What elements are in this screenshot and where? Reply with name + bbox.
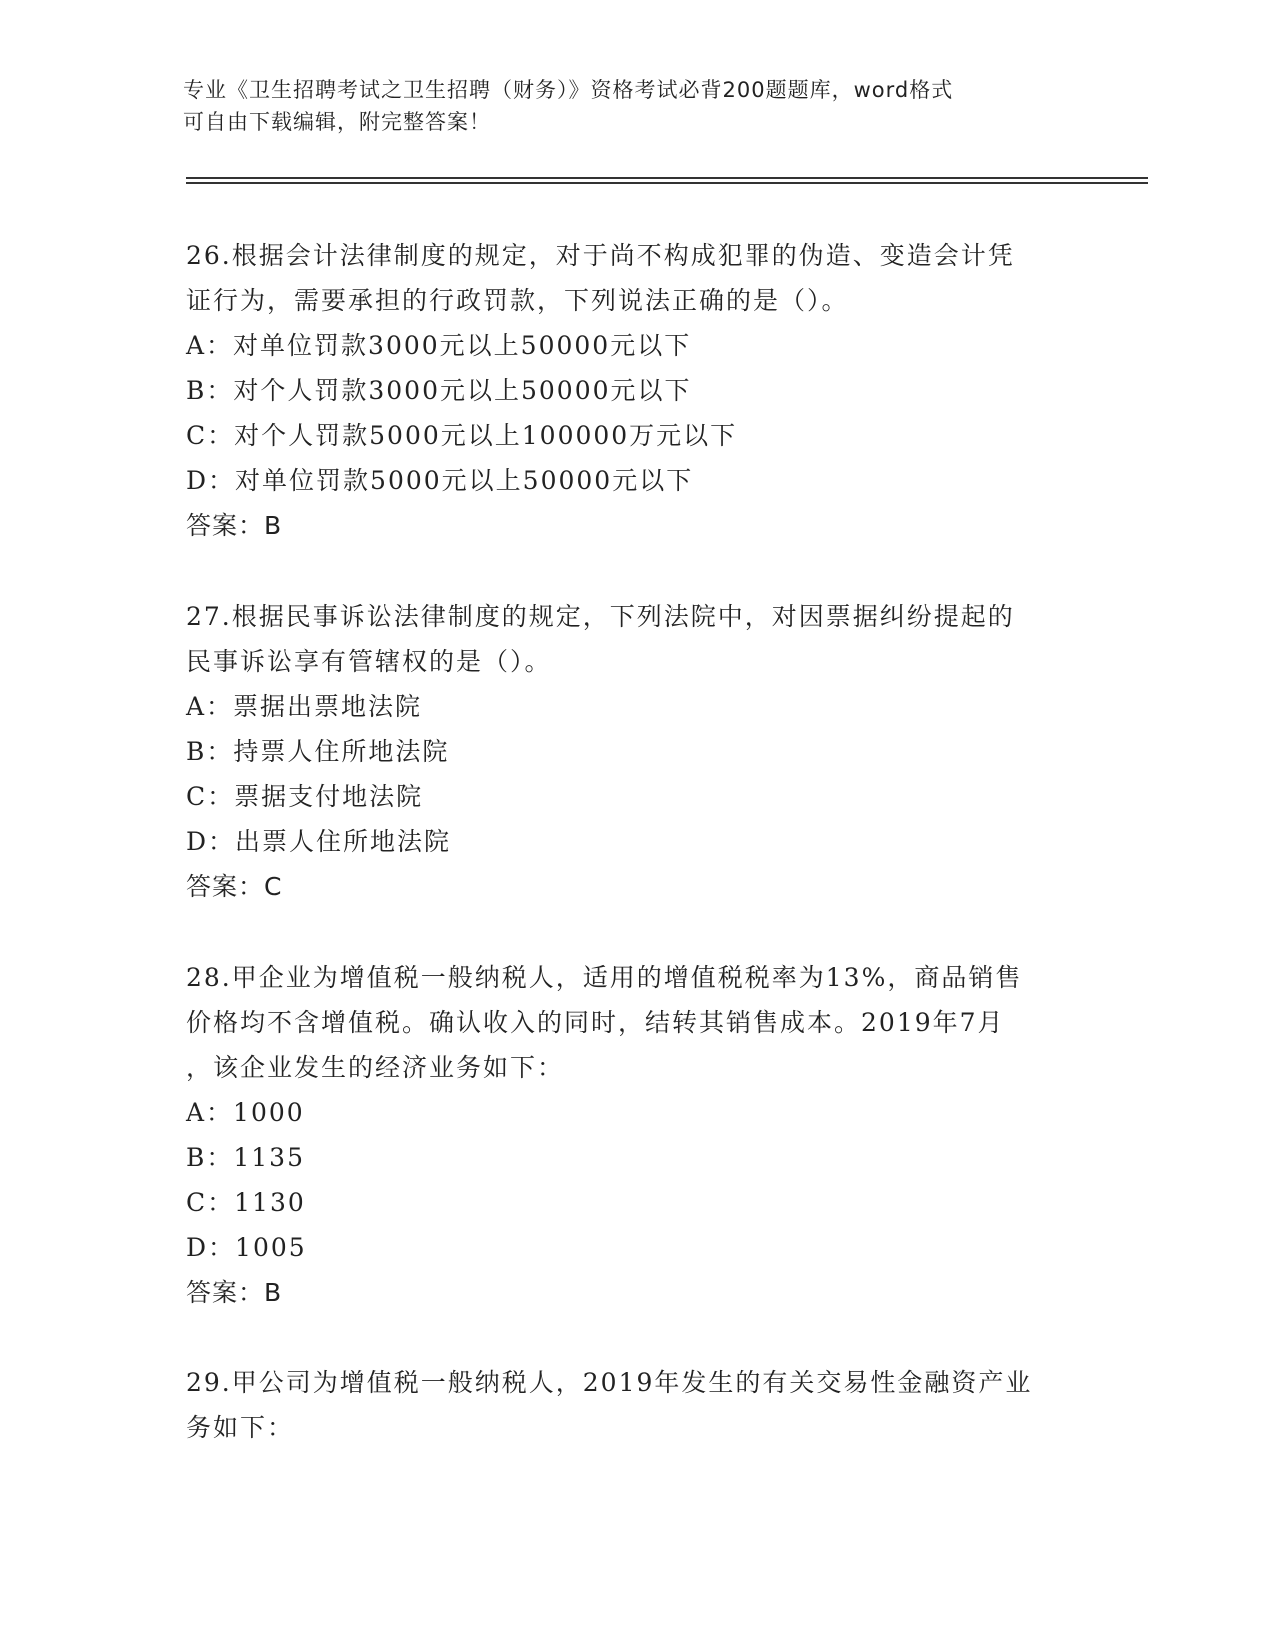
option-d: D：1005 <box>186 1233 307 1262</box>
option-c: C：1130 <box>186 1188 306 1217</box>
option-c: C：对个人罚款5000元以上100000万元以下 <box>186 421 738 450</box>
answer-label: 答案：B <box>186 511 283 540</box>
question-stem-line: 29.甲公司为增值税一般纳税人，2019年发生的有关交易性金融资产业 <box>186 1368 1033 1397</box>
question-stem-line: ，该企业发生的经济业务如下： <box>186 1053 565 1082</box>
question-stem-line: 28.甲企业为增值税一般纳税人，适用的增值税税率为13%，商品销售 <box>186 963 1023 992</box>
header-line-1: 专业《卫生招聘考试之卫生招聘（财务）》资格考试必背200题题库，word格式 <box>183 78 954 102</box>
option-b: B：1135 <box>186 1143 305 1172</box>
document-header <box>183 74 1063 138</box>
question-stem-line: 26.根据会计法律制度的规定，对于尚不构成犯罪的伪造、变造会计凭 <box>186 241 1015 270</box>
header-divider-bottom <box>186 182 1148 184</box>
option-c: C：票据支付地法院 <box>186 782 424 811</box>
question-27 <box>186 594 1086 909</box>
option-d: D：对单位罚款5000元以上50000元以下 <box>186 466 694 495</box>
header-line-2: 可自由下载编辑，附完整答案！ <box>183 110 491 134</box>
option-b: B：持票人住所地法院 <box>186 737 450 766</box>
option-a: A：对单位罚款3000元以上50000元以下 <box>186 331 692 360</box>
option-b: B：对个人罚款3000元以上50000元以下 <box>186 376 692 405</box>
option-d: D：出票人住所地法院 <box>186 827 452 856</box>
question-stem-line: 27.根据民事诉讼法律制度的规定，下列法院中，对因票据纠纷提起的 <box>186 602 1015 631</box>
question-26 <box>186 233 1086 548</box>
question-stem-line: 价格均不含增值税。确认收入的同时，结转其销售成本。2019年7月 <box>186 1008 1005 1037</box>
answer-label: 答案：C <box>186 872 283 901</box>
option-a: A：票据出票地法院 <box>186 692 423 721</box>
question-28 <box>186 955 1086 1315</box>
answer-label: 答案：B <box>186 1278 283 1307</box>
question-stem-line: 证行为，需要承担的行政罚款，下列说法正确的是（）。 <box>186 286 849 315</box>
header-divider-top <box>186 177 1148 179</box>
question-stem-line: 务如下： <box>186 1413 295 1442</box>
question-stem-line: 民事诉讼享有管辖权的是（）。 <box>186 647 552 676</box>
question-29 <box>186 1360 1086 1450</box>
option-a: A：1000 <box>186 1098 305 1127</box>
